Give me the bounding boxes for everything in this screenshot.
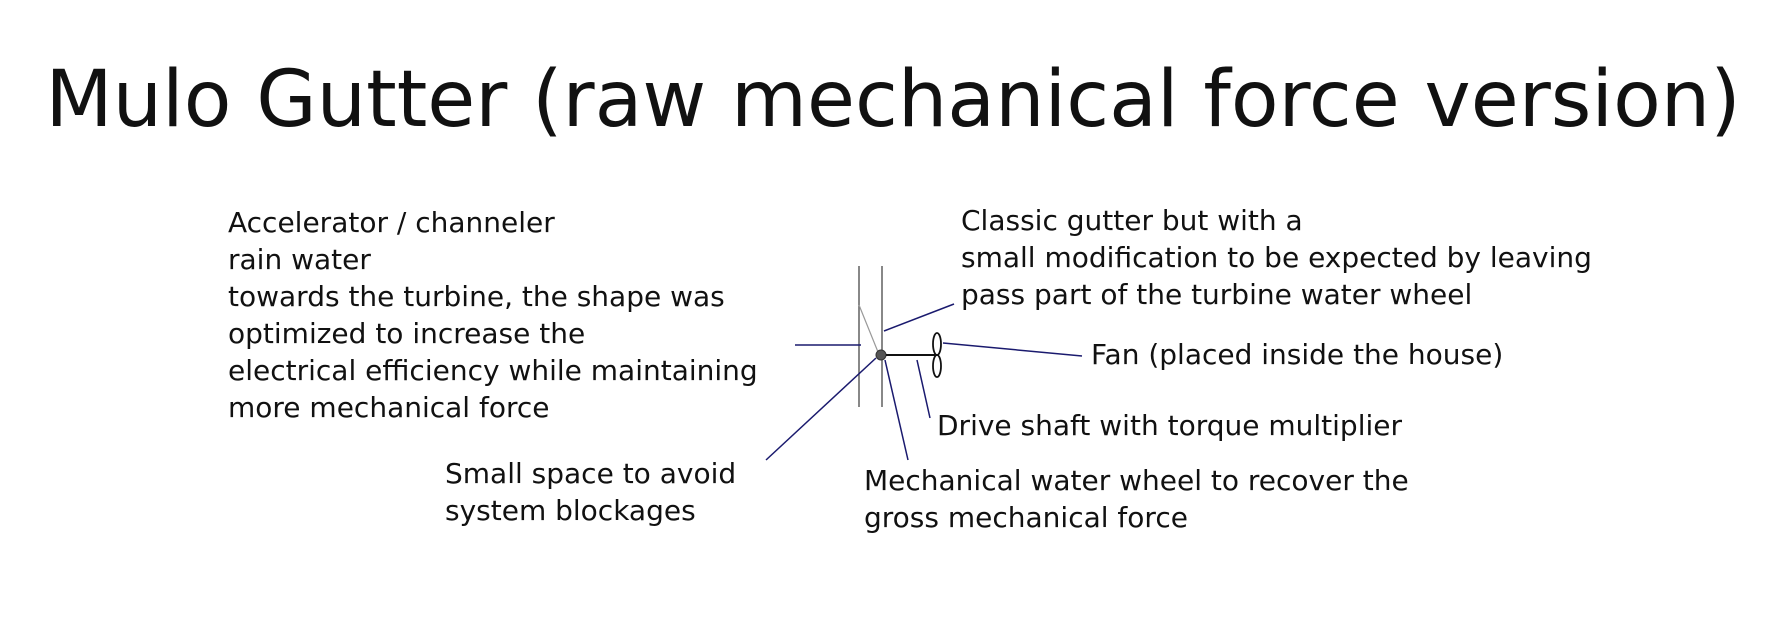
label-line: gross mechanical force [864,501,1188,534]
label-line: rain water [228,243,371,276]
label-line: system blockages [445,494,696,527]
label-accelerator-channeler [228,204,758,426]
leader-gutter [884,304,954,331]
label-line: optimized to increase the [228,317,586,350]
label-line: towards the turbine, the shape was [228,280,725,313]
label-fan [1091,336,1503,373]
fan-blade-bottom [933,355,941,377]
water-wheel-hub [876,350,886,360]
label-water-wheel [864,462,1409,536]
label-small-space [445,455,736,529]
leader-space [766,358,876,460]
label-classic-gutter [961,202,1592,313]
diagram-title: Mulo Gutter (raw mechanical force version) [45,55,1741,145]
label-line: Drive shaft with torque multiplier [937,409,1402,442]
fan-blade-top [933,333,941,355]
label-line: pass part of the turbine water wheel [961,278,1473,311]
accelerator-channel [859,305,878,352]
label-drive-shaft [937,407,1402,444]
label-line: electrical efficiency while maintaining [228,354,758,387]
label-line: more mechanical force [228,391,550,424]
leader-fan [943,343,1082,356]
label-line: small modification to be expected by leaving [961,241,1592,274]
label-line: Accelerator / channeler [228,206,555,239]
leader-wheel [885,360,908,460]
leader-shaft [917,360,930,418]
label-line: Mechanical water wheel to recover the [864,464,1409,497]
label-line: Small space to avoid [445,457,737,490]
label-line: Fan (placed inside the house) [1091,338,1504,371]
label-line: Classic gutter but with a [961,204,1303,237]
